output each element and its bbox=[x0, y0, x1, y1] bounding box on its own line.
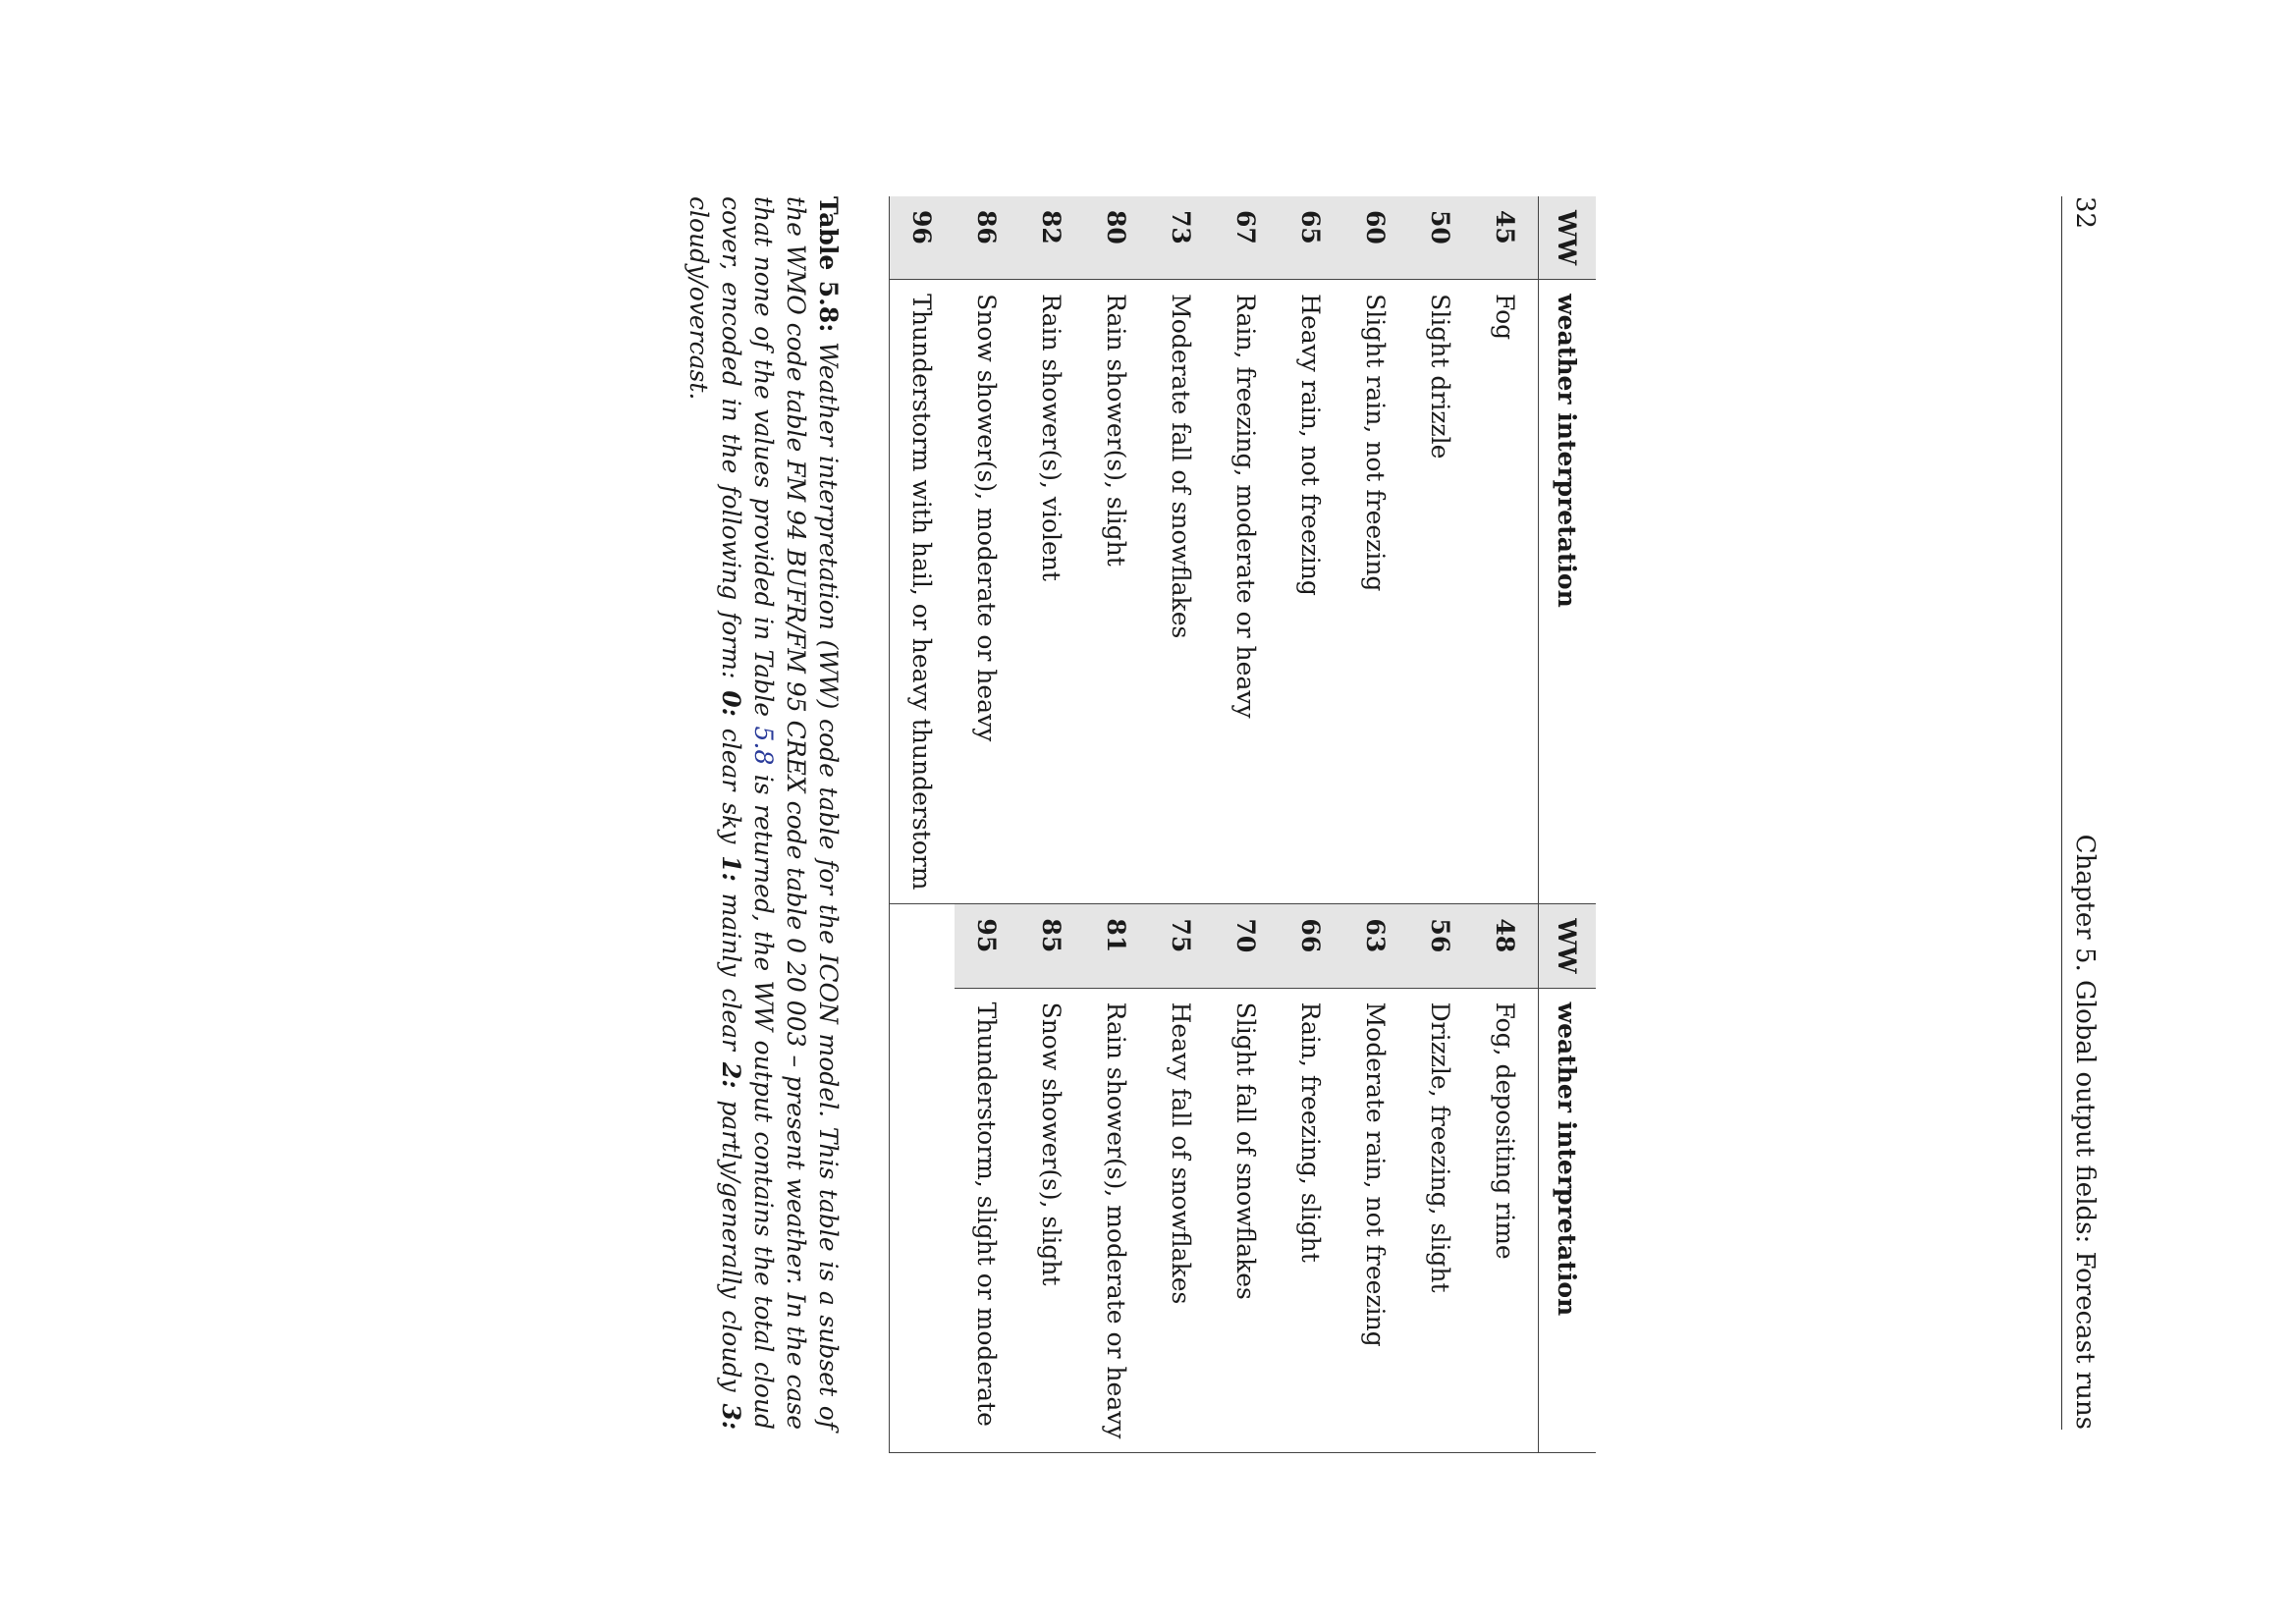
ww-code-cell: 48 bbox=[1473, 904, 1539, 988]
interpretation-cell: Rain shower(s), slight bbox=[1084, 280, 1149, 904]
interpretation-cell: Rain, freezing, moderate or heavy bbox=[1214, 280, 1279, 904]
table-reference-link[interactable]: 5.8 bbox=[749, 726, 778, 766]
table-row bbox=[1084, 196, 1149, 1453]
interpretation-cell: Slight fall of snowflakes bbox=[1214, 988, 1279, 1453]
ww-code-cell: 70 bbox=[1214, 904, 1279, 988]
ww-code-cell: 65 bbox=[1279, 196, 1343, 280]
empty-code-cell bbox=[890, 904, 956, 988]
cloud-text-2: partly/generally cloudy bbox=[717, 1100, 745, 1392]
column-header-interpretation-left: weather interpretation bbox=[1539, 280, 1597, 904]
ww-code-cell: 60 bbox=[1343, 196, 1408, 280]
ww-code-cell: 81 bbox=[1084, 904, 1149, 988]
cloud-text-3: cloudy/overcast. bbox=[684, 196, 713, 401]
interpretation-cell: Rain shower(s), moderate or heavy bbox=[1084, 988, 1149, 1453]
cloud-code-0: 0: bbox=[717, 690, 745, 717]
interpretation-cell: Heavy fall of snowflakes bbox=[1149, 988, 1214, 1453]
ww-code-cell: 50 bbox=[1408, 196, 1473, 280]
interpretation-cell: Thunderstorm, slight or moderate bbox=[955, 988, 1019, 1453]
chapter-title: Chapter 5. Global output fields: Forecast runs bbox=[2070, 834, 2100, 1430]
table-row bbox=[1214, 196, 1279, 1453]
table-caption bbox=[683, 196, 845, 1430]
interpretation-cell: Moderate rain, not freezing bbox=[1343, 988, 1408, 1453]
interpretation-cell: Slight drizzle bbox=[1408, 280, 1473, 904]
ww-code-table bbox=[889, 196, 1596, 1453]
column-header-interpretation-right: weather interpretation bbox=[1539, 988, 1597, 1453]
cloud-code-2: 2: bbox=[717, 1061, 745, 1089]
cloud-text-0: clear sky bbox=[717, 728, 745, 844]
ww-code-cell: 67 bbox=[1214, 196, 1279, 280]
empty-interpretation-cell bbox=[890, 988, 956, 1453]
ww-code-cell: 80 bbox=[1084, 196, 1149, 280]
ww-code-cell: 45 bbox=[1473, 196, 1539, 280]
cloud-code-1: 1: bbox=[717, 855, 745, 882]
ww-code-cell: 85 bbox=[1019, 904, 1084, 988]
column-header-ww-right: WW bbox=[1539, 904, 1597, 988]
table-header-row bbox=[1539, 196, 1597, 1453]
interpretation-cell: Thunderstorm with hail, or heavy thunderstorm bbox=[890, 280, 956, 904]
table-row bbox=[1149, 196, 1214, 1453]
cloud-code-3: 3: bbox=[717, 1403, 745, 1431]
table-row bbox=[1279, 196, 1343, 1453]
ww-code-cell: 56 bbox=[1408, 904, 1473, 988]
ww-code-cell: 63 bbox=[1343, 904, 1408, 988]
interpretation-cell: Heavy rain, not freezing bbox=[1279, 280, 1343, 904]
running-head bbox=[2061, 196, 2102, 1430]
table-row bbox=[1343, 196, 1408, 1453]
ww-code-cell: 82 bbox=[1019, 196, 1084, 280]
ww-code-cell: 96 bbox=[890, 196, 956, 280]
interpretation-cell: Rain, freezing, slight bbox=[1279, 988, 1343, 1453]
interpretation-cell: Moderate fall of snowflakes bbox=[1149, 280, 1214, 904]
ww-code-cell: 86 bbox=[955, 196, 1019, 280]
interpretation-cell: Rain shower(s), violent bbox=[1019, 280, 1084, 904]
ww-code-cell: 75 bbox=[1149, 904, 1214, 988]
caption-label: Table 5.8: bbox=[814, 196, 843, 333]
ww-code-cell: 66 bbox=[1279, 904, 1343, 988]
caption-text-part2: is returned, the WW output contains the total cloud cover, encoded in the following form: bbox=[717, 196, 778, 1431]
page-number: 32 bbox=[2070, 196, 2100, 230]
interpretation-cell: Fog bbox=[1473, 280, 1539, 904]
interpretation-cell: Snow shower(s), moderate or heavy bbox=[955, 280, 1019, 904]
interpretation-cell: Drizzle, freezing, slight bbox=[1408, 988, 1473, 1453]
ww-code-cell: 73 bbox=[1149, 196, 1214, 280]
table-row bbox=[890, 196, 956, 1453]
caption-text-part1: Weather interpretation (WW) code table for the ICON model. This table is a subset of the WMO code table FM 94 BUFR/FM 95 CREX code table 0 20 003 – present weather. In the case that none of the values provided in Table bbox=[749, 196, 843, 1430]
interpretation-cell: Slight rain, not freezing bbox=[1343, 280, 1408, 904]
table-row bbox=[955, 196, 1019, 1453]
table-row bbox=[1019, 196, 1084, 1453]
column-header-ww-left: WW bbox=[1539, 196, 1597, 280]
table-row bbox=[1473, 196, 1539, 1453]
cloud-text-1: mainly clear bbox=[717, 893, 745, 1051]
interpretation-cell: Fog, depositing rime bbox=[1473, 988, 1539, 1453]
ww-code-cell: 95 bbox=[955, 904, 1019, 988]
table-row bbox=[1408, 196, 1473, 1453]
interpretation-cell: Snow shower(s), slight bbox=[1019, 988, 1084, 1453]
